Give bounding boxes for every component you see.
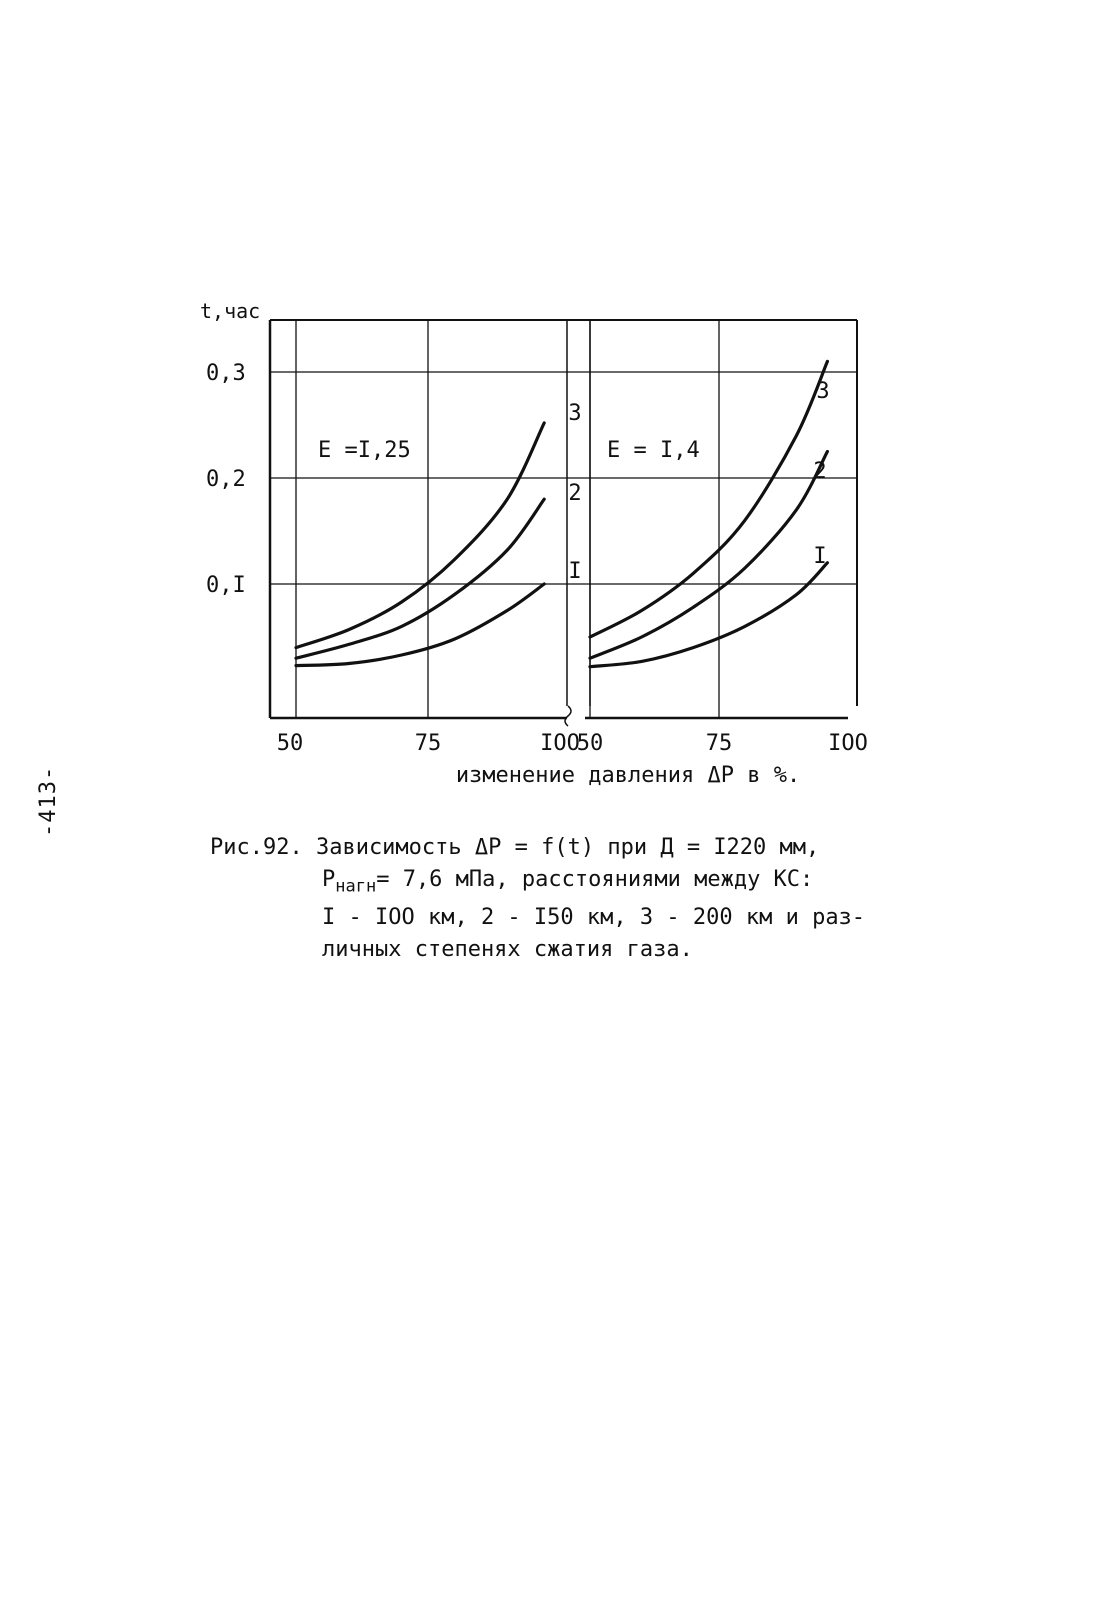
panel-0-series-3-label: 3 [568, 401, 582, 426]
axis-break-mark [565, 706, 571, 726]
panel-1-series-I-line [590, 563, 827, 667]
x-axis-title: изменение давления ΔP в %. [455, 763, 801, 788]
panel-0-x-tick-label: 75 [414, 731, 442, 756]
caption-p: P [322, 867, 336, 892]
chart-series [296, 361, 830, 666]
panel-1-x-tick-label: IOO [828, 731, 868, 756]
panel-0-series-2-label: 2 [568, 481, 582, 506]
y-tick-label-2: 0,I [206, 573, 246, 598]
y-tick-label-0: 0,3 [206, 361, 246, 386]
panel-0-x-tick-label: 50 [276, 731, 304, 756]
caption-line-4: личных степенях сжатия газа. [322, 937, 693, 963]
chart-frame [270, 320, 857, 726]
caption-line-2-text: = 7,6 мПа, расстояниями между КС: [376, 867, 814, 892]
panel-0-series-I-label: I [568, 559, 582, 584]
caption-line-1: Рис.92. Зависимость ΔP = f(t) при Д = I220 мм, [210, 835, 820, 860]
y-tick-label-1: 0,2 [206, 467, 246, 492]
caption-line-2 [210, 864, 930, 902]
panel-1-annotation: E = I,4 [607, 438, 700, 463]
panel-0-series-I-line [296, 584, 544, 666]
y-axis-title: t,час [200, 299, 261, 323]
chart-grid [270, 320, 857, 718]
panel-1-series-I-label: I [813, 544, 827, 569]
caption-subscript: нагн [335, 876, 377, 897]
panel-1-series-3-label: 3 [816, 379, 830, 404]
panel-0-annotation: E =I,25 [318, 438, 411, 463]
panel-1-x-tick-label: 75 [705, 731, 733, 756]
panel-1-series-2-line [590, 452, 827, 659]
page-number: -413- [36, 765, 61, 837]
figure-caption [210, 832, 930, 966]
caption-line-3: I - IOO км, 2 - I50 км, 3 - 200 км и раз- [322, 905, 866, 931]
panel-1-x-tick-label: 50 [576, 731, 604, 756]
panel-1-series-2-label: 2 [813, 459, 827, 484]
panel-0-x-tick-label: IOO [540, 731, 580, 756]
